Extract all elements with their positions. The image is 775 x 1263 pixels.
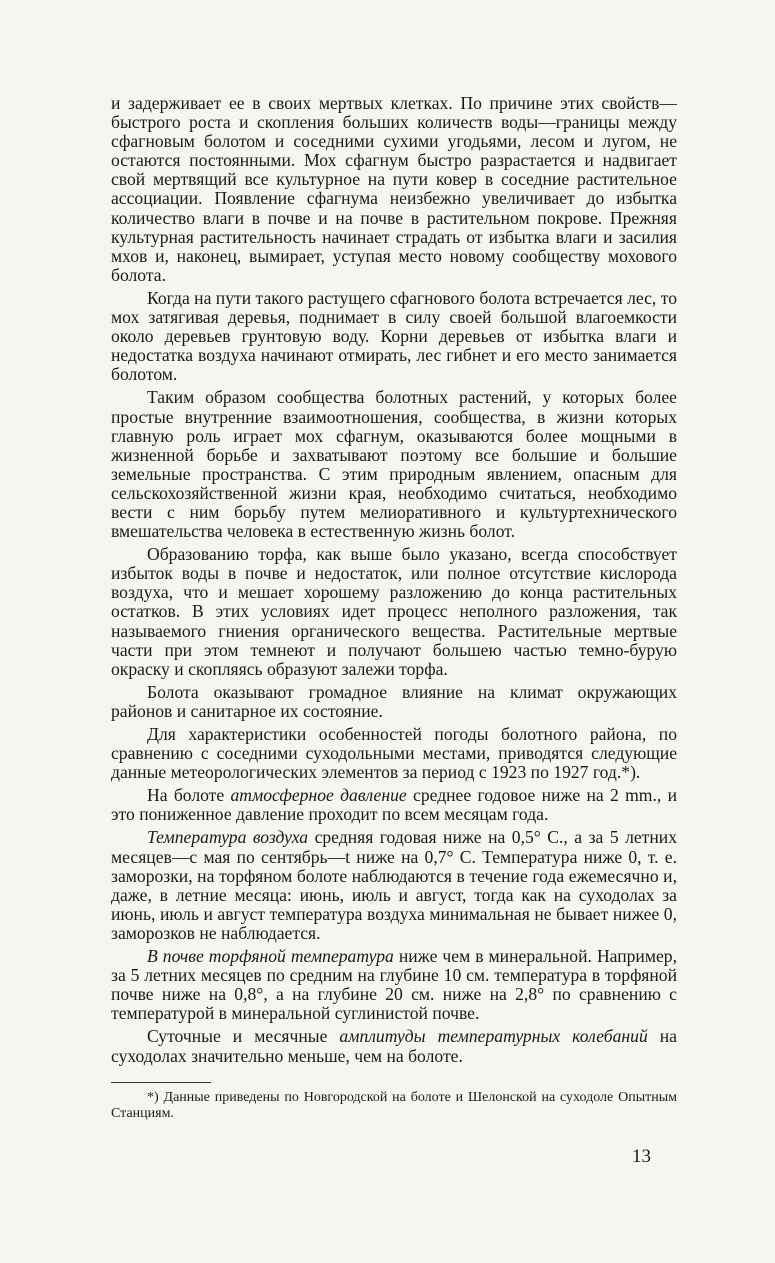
paragraph [111,683,677,721]
footnote-divider [111,1082,211,1083]
paragraph [111,786,677,824]
text-run: Образованию торфа, как выше было указано, всегда способствует избыток воды в почве и недостаток, или полное отсутствие кислорода воздуха, что и мешает хорошему разложению до конца растительных остатков. В этих условиях идет процесс неполного разложения, так называемого гниения органического вещества. Растительные мертвые части при этом темнеют и получают большею частью темно-бурую окраску и скопляясь образуют залежи торфа. [111,544,677,679]
paragraph [111,94,677,285]
text-run: Таким образом сообщества болотных растений, у которых более простые внутренние взаимоотношения, сообщества, в жизни которых главную роль играет мох сфагнум, оказываются более мощными в жизненной борьбе и захватывают поэтому все большие и большие земельные пространства. С этим природным явлением, опасным для сельскохозяйственной жизни края, необходимо считаться, необходимо вести с ним борьбу путем мелиоративного и культуртехнического вмешательства человека в естественную жизнь болот. [111,387,677,542]
text-run: ниже чем в минеральной. Например, за 5 летних месяцев по средним на глубине 10 см. температура в торфяной почве ниже на 0,8°, а на глубине 20 см. ниже на 2,8° по сравнению с температурой в минеральной суглинистой почве. [111,946,677,1024]
emphasized-term: амплитуды температурных колебаний [339,1026,648,1047]
paragraph [111,725,677,782]
text-run: среднее годовое ниже на 2 mm., и это пониженное давление проходит по всем месяцам года. [111,785,677,825]
text-run: Болота оказывают громадное влияние на климат окружающих районов и санитарное их состояние. [111,681,677,721]
paragraph [111,947,677,1023]
paragraph [111,828,677,943]
page-number: 13 [632,1146,651,1167]
paragraph [111,545,677,679]
paragraph [111,1027,677,1065]
footnote: *) Данные приведены по Новгородской на болоте и Шелонской на суходоле Опытным Станциям. [111,1090,677,1121]
text-run: и задерживает ее в своих мертвых клетках. По причине этих свойств—быстрого роста и скопления больших количеств воды—границы между сфагновым болотом и соседними сухими угодьями, лесом и лугом, не остаются постоянными. Мох сфагнум быстро разрастается и надвигает свой мертвящий все культурное на пути ковер в соседние растительное ассоциации. Появление сфагнума неизбежно увеличивает до избытка количество влаги в почве и на почве в растительном покрове. Прежняя культурная растительность начинает страдать от избытка влаги и засилия мхов и, наконец, вымирает, уступая место новому сообществу мохового болота. [111,93,677,285]
text-run: на суходолах значительно меньше, чем на болоте. [111,1026,677,1066]
emphasized-term: атмосферное давление [230,785,407,806]
paragraph [111,388,677,541]
paragraph [111,289,677,384]
emphasized-term: Температура воздуха [147,827,309,848]
text-run: На болоте [147,785,231,806]
text-run: средняя годовая ниже на 0,5° С., а за 5 летних месяцев—с мая по сентябрь—t ниже на 0,7° С. Температура ниже 0, т. е. заморозки, на торфяном болоте наблюдаются в течение года ежемесячно и, даже, в летние месяца: июнь, июль и август, тогда как на суходолах за июнь, июль и август температура воздуха минимальная не бывает нижее 0, заморозков не наблюдается. [111,827,677,943]
text-run: Когда на пути такого растущего сфагнового болота встречается лес, то мох затягивая деревья, поднимает в силу своей большой влагоемкости около деревьев грунтовую воду. Корни деревьев от избытка влаги и недостатка воздуха начинают отмирать, лес гибнет и его место занимается болотом. [111,287,677,385]
text-run: Суточные и месячные [147,1026,340,1047]
text-run: Для характеристики особенностей погоды болотного района, по сравнению с соседними суходольными местами, приводятся следующие данные метеорологических элементов за период с 1923 по 1927 год.*). [111,724,677,783]
main-text [111,94,677,1070]
emphasized-term: В почве торфяной температура [147,946,394,967]
